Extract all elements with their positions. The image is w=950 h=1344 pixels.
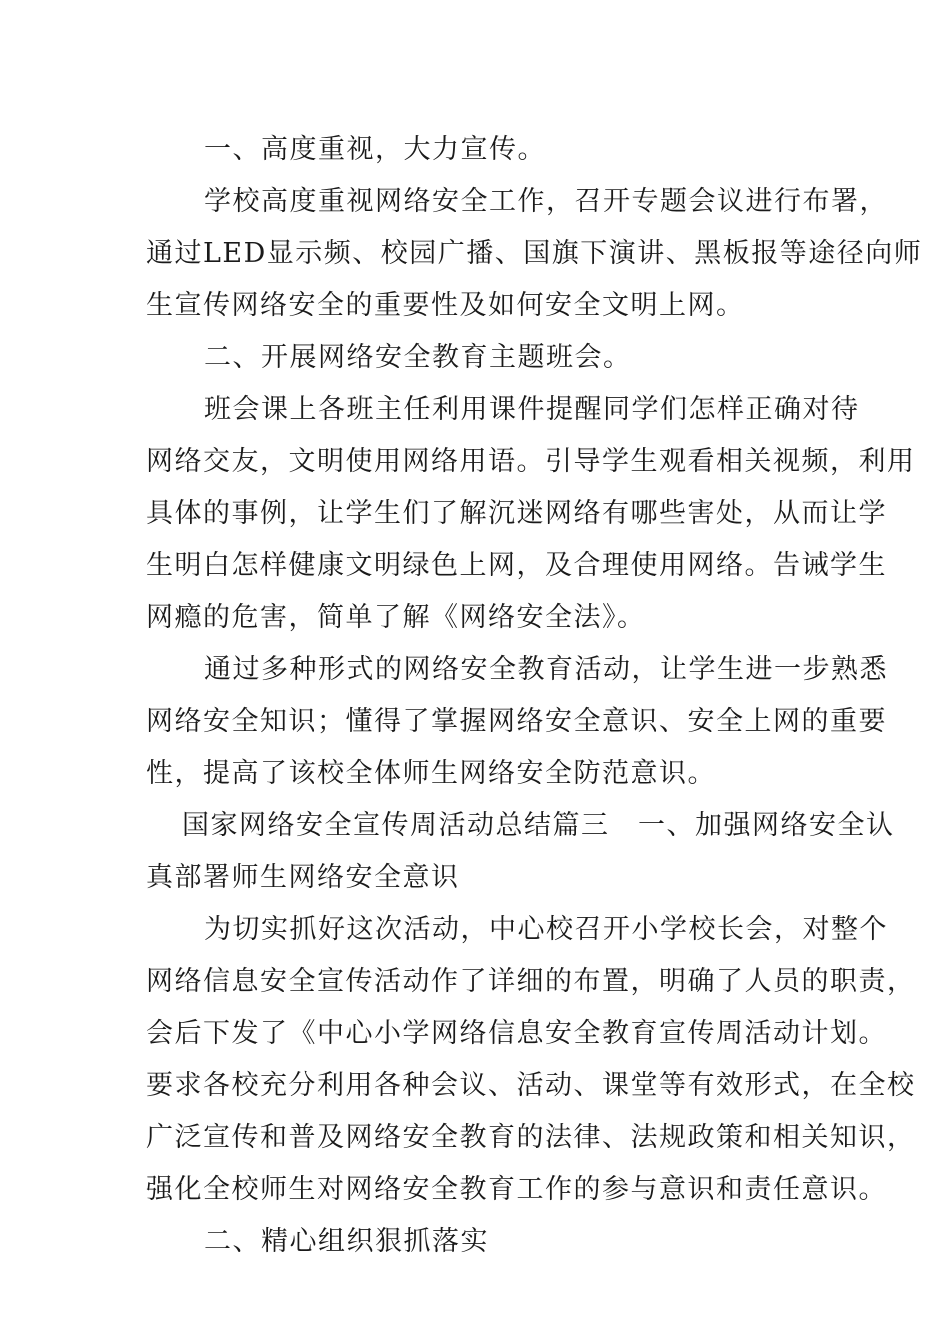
paragraph-line: 为切实抓好这次活动，中心校召开小学校长会，对整个: [204, 914, 888, 945]
paragraph-line: 生明白怎样健康文明绿色上网，及合理使用网络。告诫学生: [146, 550, 887, 581]
section-title-cont: 真部署师生网络安全意识: [146, 862, 460, 893]
paragraph-line: 通过LED显示频、校园广播、国旗下演讲、黑板报等途径向师: [146, 238, 923, 269]
paragraph-line: 学校高度重视网络安全工作，召开专题会议进行布署，: [204, 186, 888, 217]
paragraph-line: 广泛宣传和普及网络安全教育的法律、法规政策和相关知识，: [146, 1122, 916, 1153]
paragraph-line: 班会课上各班主任利用课件提醒同学们怎样正确对待: [204, 394, 860, 425]
paragraph-line: 网络信息安全宣传活动作了详细的布置，明确了人员的职责，: [146, 966, 916, 997]
paragraph-line: 网络交友，文明使用网络用语。引导学生观看相关视频，利用: [146, 446, 916, 477]
paragraph-line: 生宣传网络安全的重要性及如何安全文明上网。: [146, 290, 745, 321]
paragraph-line: 通过多种形式的网络安全教育活动，让学生进一步熟悉: [204, 654, 888, 685]
paragraph-line: 要求各校充分利用各种会议、活动、课堂等有效形式，在全校: [146, 1070, 916, 1101]
paragraph-line: 网瘾的危害，简单了解《网络安全法》。: [146, 602, 646, 633]
heading-1: 一、高度重视，大力宣传。: [204, 134, 546, 165]
heading-2: 二、开展网络安全教育主题班会。: [204, 342, 632, 373]
paragraph-line: 会后下发了《中心小学网络信息安全教育宣传周活动计划。: [146, 1018, 887, 1049]
paragraph-line: 强化全校师生对网络安全教育工作的参与意识和责任意识。: [146, 1174, 887, 1205]
paragraph-line: 具体的事例，让学生们了解沉迷网络有哪些害处，从而让学: [146, 498, 887, 529]
section-title: 国家网络安全宣传周活动总结篇三 一、加强网络安全认: [182, 810, 895, 841]
paragraph-line: 网络安全知识；懂得了掌握网络安全意识、安全上网的重要: [146, 706, 887, 737]
paragraph-line: 性，提高了该校全体师生网络安全防范意识。: [146, 758, 716, 789]
heading-3: 二、精心组织狠抓落实: [204, 1226, 489, 1257]
